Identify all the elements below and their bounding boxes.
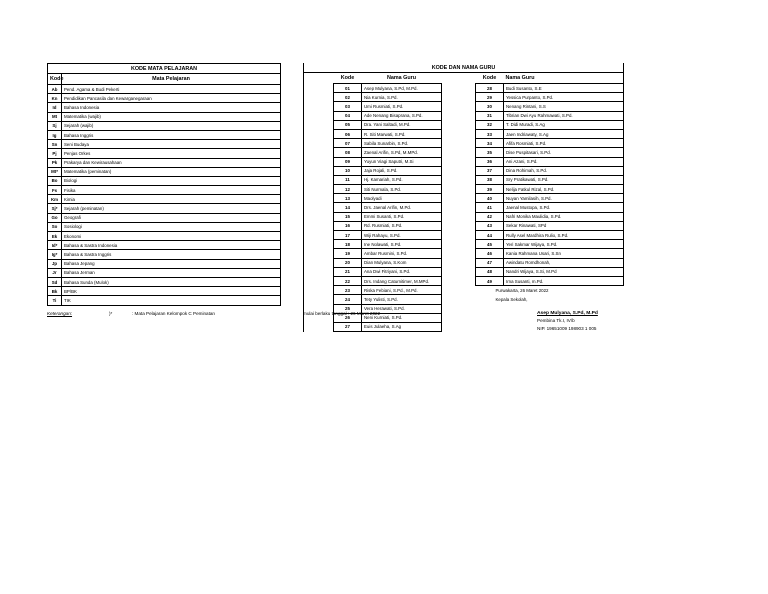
signer-name: Asep Mulyana, S.Pd, M.Pd bbox=[537, 311, 598, 316]
subject-row bbox=[48, 195, 281, 204]
teacher-name: Neni Kurniati, S.Pd. bbox=[362, 313, 442, 322]
teacher-name: Dian Mulyana, S.Kom bbox=[362, 258, 442, 267]
subject-row bbox=[48, 296, 281, 305]
subject-row bbox=[48, 241, 281, 250]
subject-row bbox=[48, 130, 281, 139]
teacher-name-header-left: Nama Guru bbox=[386, 75, 417, 81]
teacher-code: 47 bbox=[476, 258, 504, 267]
teacher-code: 22 bbox=[334, 276, 362, 285]
subject-row bbox=[48, 250, 281, 259]
teacher-code: 09 bbox=[334, 157, 362, 166]
teacher-code: 29 bbox=[476, 93, 504, 102]
teacher-name: Drs. Indang Caturnitimer, M.MPd. bbox=[362, 276, 442, 285]
teacher-name: R. Siti Marwati, S.Pd. bbox=[362, 129, 442, 138]
teacher-name: Maolyadi bbox=[362, 194, 442, 203]
teacher-name: Nuyan Yamilasih, S.Pd. bbox=[504, 194, 624, 203]
subject-row bbox=[48, 176, 281, 185]
subject-name: Bahasa Jepang bbox=[62, 259, 281, 268]
teacher-name: Drs. Jaenal Arifin, M.Pd. bbox=[362, 203, 442, 212]
teacher-row bbox=[304, 129, 624, 138]
teacher-name: Nandri Wijaya, S.Si, M.Pd bbox=[504, 267, 624, 276]
teacher-row bbox=[304, 295, 624, 304]
teacher-code: 30 bbox=[476, 102, 504, 111]
subject-name: Bahasa Inggris bbox=[62, 130, 281, 139]
teacher-code: 06 bbox=[334, 129, 362, 138]
teacher-code: 40 bbox=[476, 194, 504, 203]
subject-code: Ig* bbox=[48, 250, 62, 259]
teacher-code: 36 bbox=[476, 157, 504, 166]
teacher-code: 48 bbox=[476, 267, 504, 276]
teacher-name: Nafri Monika Maulidia, S.Pd. bbox=[504, 212, 624, 221]
teacher-name: Rd. Rusmiati, S.Pd. bbox=[362, 221, 442, 230]
teacher-name: Yessica Purpanto, S.Pd. bbox=[504, 93, 624, 102]
teacher-name: Dra. Yani Saltadi, M.Pd. bbox=[362, 120, 442, 129]
teacher-name: Dise Puspitasari, S.Pd. bbox=[504, 148, 624, 157]
keterangan-note: : Mata Pelajaran Kelompok C Peminatan bbox=[132, 311, 215, 316]
teacher-name: Rully Asel Mardhira Rulio, S.Pd. bbox=[504, 231, 624, 240]
teacher-name: Hj. Kamariah, S.Pd. bbox=[362, 175, 442, 184]
subject-code: Ek bbox=[48, 232, 62, 241]
teacher-row bbox=[304, 258, 624, 267]
teacher-name: Tety Yulisti, S.Pd. bbox=[362, 295, 442, 304]
teacher-name: Awindatu Romdhonah, bbox=[504, 258, 624, 267]
teacher-name: Asep Mulyana, S.Pd, M.Pd. bbox=[362, 84, 442, 93]
teacher-code: 16 bbox=[334, 221, 362, 230]
teacher-name: Emmi Susanti, S.Pd. bbox=[362, 212, 442, 221]
subject-name: Pendidikan Pancasila dan Kewarganegaraan bbox=[62, 94, 281, 103]
subject-name: BP/BK bbox=[62, 287, 281, 296]
teacher-row bbox=[304, 148, 624, 157]
teacher-row bbox=[304, 84, 624, 93]
subject-name: Bahasa Indonesia bbox=[62, 103, 281, 112]
teacher-name: Jaja Rojali, S.Pd. bbox=[362, 166, 442, 175]
teacher-name: Nenang Rintani, S.S bbox=[504, 102, 624, 111]
teacher-name: Budi Susanto, S.E bbox=[504, 84, 624, 93]
teacher-name: Kania Rahmana Usari, S.Sn bbox=[504, 249, 624, 258]
teacher-code-header-right: Kode bbox=[482, 75, 497, 81]
teacher-name: Wiji Rahayu, S.Pd. bbox=[362, 231, 442, 240]
subject-name: Fisika bbox=[62, 186, 281, 195]
teacher-name: Dina Rohimah, S.Pd. bbox=[504, 166, 624, 175]
teacher-name: Ade Nenang Bisaprana, S.Pd. bbox=[362, 111, 442, 120]
subject-name: Ekonomi bbox=[62, 232, 281, 241]
teacher-code: 24 bbox=[334, 295, 362, 304]
teacher-code: 37 bbox=[476, 166, 504, 175]
subject-code: Go bbox=[48, 213, 62, 222]
teacher-code-header-left: Kode bbox=[340, 75, 355, 81]
teacher-row bbox=[304, 240, 624, 249]
teacher-name: Umi Rusmiati, S.Pd. bbox=[362, 102, 442, 111]
teacher-code: 10 bbox=[334, 166, 362, 175]
teacher-row bbox=[304, 93, 624, 102]
teacher-name: Jaen Indriawaty, S.Ag bbox=[504, 129, 624, 138]
teacher-code: 17 bbox=[334, 231, 362, 240]
subject-code: Mt bbox=[48, 112, 62, 121]
teacher-row bbox=[304, 221, 624, 230]
teacher-row bbox=[304, 175, 624, 184]
teacher-code: 04 bbox=[334, 111, 362, 120]
teacher-code: 34 bbox=[476, 139, 504, 148]
subject-name: Biologi bbox=[62, 176, 281, 185]
teacher-row bbox=[304, 203, 624, 212]
teacher-code: 41 bbox=[476, 203, 504, 212]
teacher-row bbox=[304, 102, 624, 111]
effective-date: mulai berlaku tanggal : 26 Maret 2022 bbox=[303, 311, 381, 316]
subject-row bbox=[48, 268, 281, 277]
teacher-name: Ana Dwi Fitriyani, S.Pd. bbox=[362, 267, 442, 276]
subject-code: Ig bbox=[48, 130, 62, 139]
teacher-row bbox=[304, 166, 624, 175]
teacher-name: Ine Nolawati, S.Pd. bbox=[362, 240, 442, 249]
teacher-name: Yeri Sakmar Wijaya, S.Pd. bbox=[504, 240, 624, 249]
subject-name: Bahasa Sunda (Mulok) bbox=[62, 277, 281, 286]
signer-rank: Pembina Tk.I, IV/b bbox=[537, 318, 575, 323]
subject-code: Sj bbox=[48, 121, 62, 130]
teacher-code: 31 bbox=[476, 111, 504, 120]
teacher-row bbox=[304, 231, 624, 240]
teacher-row bbox=[304, 249, 624, 258]
teacher-code: 46 bbox=[476, 249, 504, 258]
teacher-code: 26 bbox=[334, 313, 362, 322]
teacher-name: Nelija Fatkul Rizal, S.Pd. bbox=[504, 185, 624, 194]
subject-row bbox=[48, 140, 281, 149]
subject-row bbox=[48, 112, 281, 121]
subject-row bbox=[48, 149, 281, 158]
teacher-code: 08 bbox=[334, 148, 362, 157]
subject-code: Id* bbox=[48, 241, 62, 250]
teacher-code: 28 bbox=[476, 84, 504, 93]
teacher-row bbox=[304, 120, 624, 129]
subject-name: Sosiologi bbox=[62, 222, 281, 231]
subject-code: Fs bbox=[48, 186, 62, 195]
subject-code: Km bbox=[48, 195, 62, 204]
teacher-code: 20 bbox=[334, 258, 362, 267]
subject-name: Prakarya dan Kewirausahaan bbox=[62, 158, 281, 167]
subject-name: Geografi bbox=[62, 213, 281, 222]
subject-name: Bahasa Jerman bbox=[62, 268, 281, 277]
subject-row bbox=[48, 204, 281, 213]
teacher-code: 27 bbox=[334, 322, 362, 331]
teacher-name: Sabila Sunarbin, S.Pd. bbox=[362, 139, 442, 148]
teacher-code: 07 bbox=[334, 139, 362, 148]
teacher-name: Yuyun Viagi Saputri, M.Si bbox=[362, 157, 442, 166]
teacher-name: Vera Herawati, S.Pd. bbox=[362, 304, 442, 313]
subject-row bbox=[48, 186, 281, 195]
teacher-code: 01 bbox=[334, 84, 362, 93]
subject-row bbox=[48, 232, 281, 241]
subject-row bbox=[48, 259, 281, 268]
keterangan-label: Keterangan: bbox=[47, 311, 73, 316]
teacher-code-table bbox=[303, 63, 624, 332]
subject-row bbox=[48, 121, 281, 130]
subject-row bbox=[48, 85, 281, 94]
subject-name: Seni Budaya bbox=[62, 140, 281, 149]
subject-name: Sejarah (wajib) bbox=[62, 121, 281, 130]
teacher-row bbox=[304, 194, 624, 203]
teacher-row bbox=[304, 157, 624, 166]
teacher-row bbox=[304, 139, 624, 148]
subject-name-header: Mata Pelajaran bbox=[62, 74, 281, 85]
subject-name: Pend. Agama & Budi Pekerti bbox=[62, 85, 281, 94]
teacher-row bbox=[304, 212, 624, 221]
teacher-name-header-right: Nama Guru bbox=[504, 73, 624, 84]
subject-name: Bahasa & Sastra Inggris bbox=[62, 250, 281, 259]
subject-code-table bbox=[47, 63, 281, 306]
subject-name: Bahasa & Sastra Indonesia bbox=[62, 241, 281, 250]
subject-code: Kn bbox=[48, 94, 62, 103]
teacher-code: 03 bbox=[334, 102, 362, 111]
teacher-code: 32 bbox=[476, 120, 504, 129]
teacher-code: 14 bbox=[334, 203, 362, 212]
teacher-name: Tibrian Dwi Ayu Rahmawati, S.Pd. bbox=[504, 111, 624, 120]
teacher-code: 19 bbox=[334, 249, 362, 258]
teacher-code: 35 bbox=[476, 148, 504, 157]
signer-nip: NIP. 19651009 198903 1 005 bbox=[537, 326, 597, 331]
teacher-name: Sekar Rinawati, SPd bbox=[504, 221, 624, 230]
teacher-code: 18 bbox=[334, 240, 362, 249]
teacher-code: 43 bbox=[476, 221, 504, 230]
place-date: Purwakarta, 26 Maret 2022 bbox=[495, 287, 549, 293]
subject-row bbox=[48, 222, 281, 231]
teacher-code: 39 bbox=[476, 185, 504, 194]
subject-code: Ab bbox=[48, 85, 62, 94]
teacher-code: 13 bbox=[334, 194, 362, 203]
subject-name: Penjas Orkes bbox=[62, 149, 281, 158]
subject-code: Jr bbox=[48, 268, 62, 277]
subject-table-title: KODE MATA PELAJARAN bbox=[48, 64, 281, 74]
subject-row bbox=[48, 103, 281, 112]
teacher-row bbox=[304, 185, 624, 194]
subject-code: Sj* bbox=[48, 204, 62, 213]
teacher-name: Irna Susanti, m.Pd. bbox=[504, 276, 624, 285]
subject-code: Bo bbox=[48, 176, 62, 185]
teacher-code: 15 bbox=[334, 212, 362, 221]
subject-row bbox=[48, 287, 281, 296]
teacher-code: 12 bbox=[334, 185, 362, 194]
subject-name: Sejarah (peminatan) bbox=[62, 204, 281, 213]
teacher-row bbox=[304, 276, 624, 285]
teacher-name: Zaenal Arifin, S.Pd, M.MPd. bbox=[362, 148, 442, 157]
teacher-code: 25 bbox=[334, 304, 362, 313]
subject-code: So bbox=[48, 222, 62, 231]
subject-code: Sd bbox=[48, 277, 62, 286]
subject-name: TIK bbox=[62, 296, 281, 305]
teacher-code: 44 bbox=[476, 231, 504, 240]
subject-code: Pj bbox=[48, 149, 62, 158]
subject-code: Jp bbox=[48, 259, 62, 268]
teacher-code: 11 bbox=[334, 175, 362, 184]
principal-title: Kepala Sekolah, bbox=[495, 296, 528, 302]
teacher-code: 42 bbox=[476, 212, 504, 221]
subject-row bbox=[48, 277, 281, 286]
subject-name: Matematika (peminatan) bbox=[62, 167, 281, 176]
teacher-code: 05 bbox=[334, 120, 362, 129]
teacher-code: 33 bbox=[476, 129, 504, 138]
subject-code: Mt* bbox=[48, 167, 62, 176]
subject-row bbox=[48, 167, 281, 176]
subject-code: Ti bbox=[48, 296, 62, 305]
subject-name: Kimia bbox=[62, 195, 281, 204]
teacher-name: Ani Azani, S.Pd. bbox=[504, 157, 624, 166]
teacher-name: Afifa Rosmiati, S.Pd. bbox=[504, 139, 624, 148]
subject-code: Id bbox=[48, 103, 62, 112]
subject-code-header: Kode bbox=[48, 74, 62, 85]
subject-name: Matematika (wajib) bbox=[62, 112, 281, 121]
teacher-name: Riska Febiani, S.Pd., M.Pd. bbox=[362, 286, 442, 295]
asterisk-mark: )* bbox=[109, 311, 113, 316]
teacher-name: Sry Pratikawati, S.Pd. bbox=[504, 175, 624, 184]
teacher-name: Jaenal Mustopa, S.Pd. bbox=[504, 203, 624, 212]
teacher-code: 49 bbox=[476, 276, 504, 285]
subject-code: Pk bbox=[48, 158, 62, 167]
subject-row bbox=[48, 213, 281, 222]
subject-code: Bk bbox=[48, 287, 62, 296]
teacher-name: Ambar Rusmini, S.Pd. bbox=[362, 249, 442, 258]
teacher-table-title: KODE DAN NAMA GURU bbox=[304, 63, 624, 73]
teacher-code: 23 bbox=[334, 286, 362, 295]
teacher-code: 38 bbox=[476, 175, 504, 184]
teacher-name: Siti Nurmala, S.Pd. bbox=[362, 185, 442, 194]
teacher-code: 45 bbox=[476, 240, 504, 249]
teacher-row bbox=[304, 111, 624, 120]
subject-row bbox=[48, 94, 281, 103]
teacher-row bbox=[304, 286, 624, 295]
subject-row bbox=[48, 158, 281, 167]
teacher-name: Nia Kurnia, S.Pd. bbox=[362, 93, 442, 102]
teacher-row bbox=[304, 267, 624, 276]
teacher-name: T. Didi Muradi, S.Ag bbox=[504, 120, 624, 129]
subject-code: Sn bbox=[48, 140, 62, 149]
teacher-code: 02 bbox=[334, 93, 362, 102]
teacher-name: Euis Julaeha, S.Ag bbox=[362, 322, 442, 331]
teacher-code: 21 bbox=[334, 267, 362, 276]
